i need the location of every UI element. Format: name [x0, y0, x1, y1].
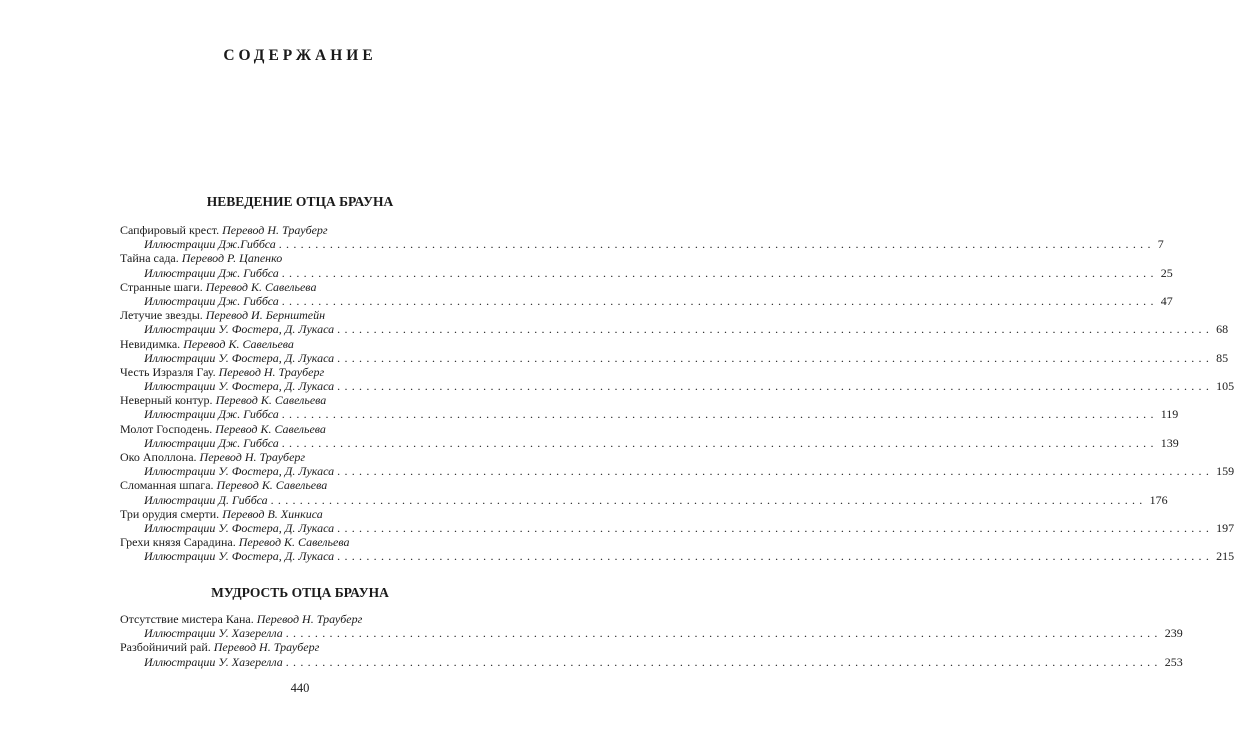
page-ref: 215 — [1216, 549, 1234, 564]
translator: Перевод К. Савельева — [238, 535, 350, 550]
translator: Перевод К. Савельева — [216, 478, 328, 493]
toc-entry-illustrations-line — [120, 626, 1183, 641]
page-ref: 47 — [1160, 293, 1173, 308]
translator: Перевод Н. Трауберг — [222, 223, 328, 237]
story-title: Странные шаги. — [120, 279, 203, 294]
illustrator: Иллюстрации Дж. Гиббса — [144, 293, 279, 308]
toc-entry — [120, 506, 1234, 535]
toc-entry-title-line — [120, 223, 498, 237]
dot-leader: ........................................................................................................................ — [337, 464, 1214, 479]
toc-entry-title-line — [120, 337, 498, 351]
dot-leader: ........................................................................................................................ — [281, 265, 1158, 280]
page-ref: 25 — [1160, 265, 1173, 280]
page-ref: 253 — [1164, 654, 1183, 669]
translator: Перевод Р. Цапенко — [181, 251, 283, 266]
story-title: Грехи князя Сарадина. — [120, 535, 236, 550]
toc-entry-title-line — [120, 251, 498, 265]
toc-entry — [120, 223, 1164, 252]
story-title: Тайна сада. — [120, 251, 179, 266]
story-title: Три орудия смерти. — [120, 506, 220, 521]
page-ref: 85 — [1216, 350, 1229, 365]
toc-entry-title-line — [120, 365, 498, 379]
illustrator: Иллюстрации Дж.Гиббса — [144, 237, 276, 252]
illustrator: Иллюстрации У. Хазерелла — [144, 626, 283, 641]
toc-entry — [120, 421, 1179, 450]
page-ref: 119 — [1160, 407, 1179, 422]
toc-entry — [120, 535, 1234, 564]
translator: Перевод К. Савельева — [205, 279, 317, 294]
illustrator: Иллюстрации У. Фостера, Д. Лукаса — [144, 549, 335, 564]
dot-leader: ........................................................................................................................ — [337, 520, 1214, 535]
dot-leader: ........................................................................................................................ — [337, 379, 1214, 394]
toc-list — [120, 223, 1234, 564]
dot-leader: ........................................................................................................................ — [270, 492, 1147, 507]
toc-entry-illustrations-line — [120, 265, 1173, 280]
story-title: Разбойничий рай. — [120, 640, 211, 655]
dot-leader: ........................................................................................................................ — [337, 322, 1214, 337]
toc-entry — [120, 279, 1173, 308]
dot-leader: ........................................................................................................................ — [285, 654, 1162, 669]
story-title: Сапфировый крест. — [120, 223, 220, 237]
translator: Перевод Н. Трауберг — [199, 450, 306, 464]
toc-entry-illustrations-line — [120, 492, 1168, 507]
toc-list — [120, 612, 1183, 669]
translator: Перевод К. Савельева — [215, 421, 326, 436]
toc-entry-title-line — [120, 280, 498, 294]
illustrator: Иллюстрации У. Фостера, Д. Лукаса — [144, 464, 335, 479]
toc-entry-illustrations-line — [120, 293, 1173, 308]
toc-entry — [120, 251, 1173, 280]
page-title: СОДЕРЖАНИЕ — [223, 47, 377, 64]
toc-entry-title-line — [120, 612, 498, 626]
page-ref: 139 — [1160, 435, 1179, 450]
dot-leader: ........................................................................................................................ — [281, 407, 1158, 422]
illustrator: Иллюстрации У. Фостера, Д. Лукаса — [144, 350, 335, 365]
toc-entry — [120, 393, 1179, 422]
translator: Перевод К. Савельева — [183, 336, 294, 351]
toc-entry-title-line — [120, 535, 498, 549]
toc-entry-illustrations-line — [120, 237, 1164, 252]
toc-entry-illustrations-line — [120, 520, 1234, 535]
illustrator: Иллюстрации Дж. Гиббса — [144, 265, 279, 280]
story-title: Отсутствие мистера Кана. — [120, 612, 254, 626]
toc-entry — [120, 450, 1234, 479]
toc-entry-illustrations-line — [120, 435, 1179, 450]
translator: Перевод Н. Трауберг — [218, 364, 325, 379]
page-ref: 7 — [1157, 237, 1164, 252]
toc-entry — [120, 364, 1234, 394]
translator: Перевод И. Бернштейн — [205, 308, 326, 323]
dot-leader: ........................................................................................................................ — [337, 549, 1214, 564]
toc-entry — [120, 308, 1229, 337]
page-ref: 159 — [1216, 464, 1234, 479]
toc-entry-title-line — [120, 507, 498, 521]
translator: Перевод Н. Трауберг — [213, 640, 320, 655]
dot-leader: ........................................................................................................................ — [281, 435, 1158, 450]
story-title: Честь Изразля Гау. — [120, 364, 216, 379]
toc-entry-illustrations-line — [120, 654, 1183, 669]
story-title: Невидимка. — [120, 336, 181, 351]
illustrator: Иллюстрации Дж. Гиббса — [144, 407, 279, 422]
page-number: 440 — [290, 681, 310, 695]
translator: Перевод В. Хинкиса — [222, 506, 323, 521]
illustrator: Иллюстрации У. Фостера, Д. Лукаса — [144, 379, 335, 394]
dot-leader: ........................................................................................................................ — [278, 237, 1155, 252]
toc-entry-illustrations-line — [120, 464, 1234, 479]
toc-entry-illustrations-line — [120, 379, 1234, 394]
story-title: Неверный контур. — [120, 393, 213, 408]
toc-entry-illustrations-line — [120, 549, 1234, 564]
toc-entry-title-line — [120, 478, 498, 492]
translator: Перевод К. Савельева — [215, 393, 327, 408]
story-title: Молот Господень. — [120, 421, 213, 436]
toc-entry — [120, 336, 1229, 365]
toc-entry-illustrations-line — [120, 407, 1179, 422]
page-ref: 176 — [1149, 492, 1168, 507]
toc-entry-title-line — [120, 422, 498, 436]
illustrator: Иллюстрации У. Фостера, Д. Лукаса — [144, 520, 335, 535]
story-title: Око Аполлона. — [120, 450, 197, 464]
story-title: Сломанная шпага. — [120, 478, 214, 493]
toc-entry — [120, 478, 1168, 507]
illustrator: Иллюстрации У. Хазерелла — [144, 654, 283, 669]
illustrator: Иллюстрации Дж. Гиббса — [144, 435, 279, 450]
illustrator: Иллюстрации Д. Гиббса — [144, 492, 268, 507]
page-ref: 239 — [1164, 626, 1183, 641]
toc-entry-title-line — [120, 393, 498, 407]
toc-entry — [120, 640, 1183, 669]
dot-leader: ........................................................................................................................ — [281, 293, 1158, 308]
story-title: Летучие звезды. — [120, 308, 203, 323]
toc-entry-title-line — [120, 308, 498, 322]
toc-entry-illustrations-line — [120, 350, 1229, 365]
page-ref: 68 — [1216, 322, 1229, 337]
toc-entry-title-line — [120, 450, 498, 464]
page-ref: 105 — [1216, 379, 1234, 394]
illustrator: Иллюстрации У. Фостера, Д. Лукаса — [144, 322, 335, 337]
dot-leader: ........................................................................................................................ — [285, 626, 1162, 641]
section-title: МУДРОСТЬ ОТЦА БРАУНА — [211, 585, 389, 600]
section-title: НЕВЕДЕНИЕ ОТЦА БРАУНА — [206, 194, 394, 209]
toc-entry — [120, 612, 1183, 641]
toc-entry-illustrations-line — [120, 322, 1229, 337]
page-ref: 197 — [1216, 520, 1234, 535]
dot-leader: ........................................................................................................................ — [337, 350, 1214, 365]
toc-entry-title-line — [120, 640, 498, 654]
translator: Перевод Н. Трауберг — [256, 612, 363, 626]
